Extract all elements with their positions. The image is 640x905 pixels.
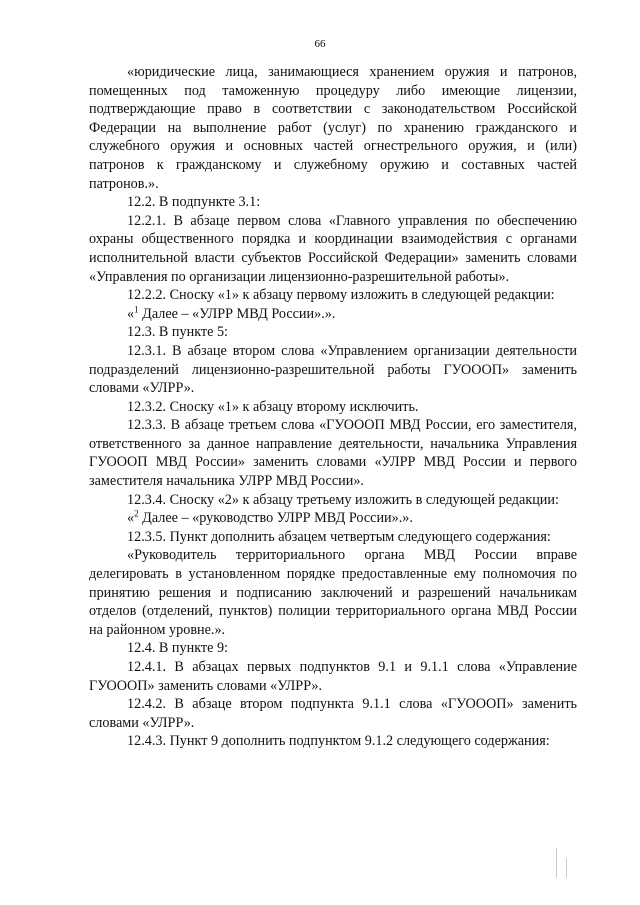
footnote-text-2 (89, 509, 577, 528)
paragraph: 12.3.4. Сноску «2» к абзацу третьему изложить в следующей редакции: (127, 491, 559, 508)
footnote-body: Далее – «УЛРР МВД России».». (138, 305, 336, 322)
paragraph: «юридические лица, занимающиеся хранением оружия и патронов, помещенных под таможенную процедуру либо имеющие лицензии, подтверждающие право в соответствии с законодательством Российской Федерации на выполнение работ (услуг) по хранению гражданского и служебного оружия и основных частей огнестрельного оружия, и (или) патронов к гражданскому и служебному оружию и составных частей патронов.». (89, 64, 577, 192)
footnote-superscript: 2 (134, 508, 139, 519)
footnote-open: « (127, 510, 135, 527)
document-body (89, 63, 577, 751)
paragraph: 12.4.2. В абзаце втором подпункта 9.1.1 слова «ГУОООП» заменить словами «УЛРР». (89, 696, 577, 731)
paragraph: 12.3.2. Сноску «1» к абзацу второму исключить. (127, 398, 419, 415)
footnote-open: « (127, 305, 135, 322)
paragraph: 12.3.5. Пункт дополнить абзацем четвертым следующего содержания: (127, 528, 551, 545)
paragraph: 12.3. В пункте 5: (127, 324, 228, 341)
footnote-text-1 (89, 305, 577, 324)
footnote-body: Далее – «руководство УЛРР МВД России».». (138, 510, 413, 527)
paragraph: 12.4.1. В абзацах первых подпунктов 9.1 и 9.1.1 слова «Управление ГУОООП» заменить словами «УЛРР». (89, 659, 577, 694)
paragraph: 12.2. В подпункте 3.1: (127, 194, 261, 211)
paragraph: 12.3.1. В абзаце втором слова «Управлением организации деятельности подразделений лицензионно-разрешительной работы ГУОООП» заменить словами «УЛРР». (89, 342, 577, 397)
page-number: 66 (314, 38, 326, 50)
footnote-superscript: 1 (134, 303, 139, 314)
paragraph: 12.2.1. В абзаце первом слова «Главного управления по обеспечению охраны общественного порядка и координации взаимодействия с органами исполнительной власти субъектов Российской Федерации» заменить словами «Управления по организации лицензионно-разрешительной работы». (89, 212, 577, 285)
scan-mark (566, 858, 567, 878)
paragraph: «Руководитель территориального органа МВД России вправе делегировать в установленном порядке предоставленные ему полномочия по принятию решения и подписанию заключений и разрешений начальникам отделов (отделений, пунктов) полиции территориального органа МВД России на районном уровне.». (89, 547, 577, 638)
paragraph: 12.3.3. В абзаце третьем слова «ГУОООП МВД России, его заместителя, ответственного за данное направление деятельности, начальника Управления ГУОООП МВД России» заменить словами «УЛРР МВД России и первого заместителя начальника УЛРР МВД России». (89, 417, 577, 490)
paragraph: 12.4.3. Пункт 9 дополнить подпунктом 9.1.2 следующего содержания: (127, 733, 550, 750)
paragraph: 12.2.2. Сноску «1» к абзацу первому изложить в следующей редакции: (127, 287, 555, 304)
scan-mark (556, 848, 557, 878)
paragraph: 12.4. В пункте 9: (127, 640, 228, 657)
